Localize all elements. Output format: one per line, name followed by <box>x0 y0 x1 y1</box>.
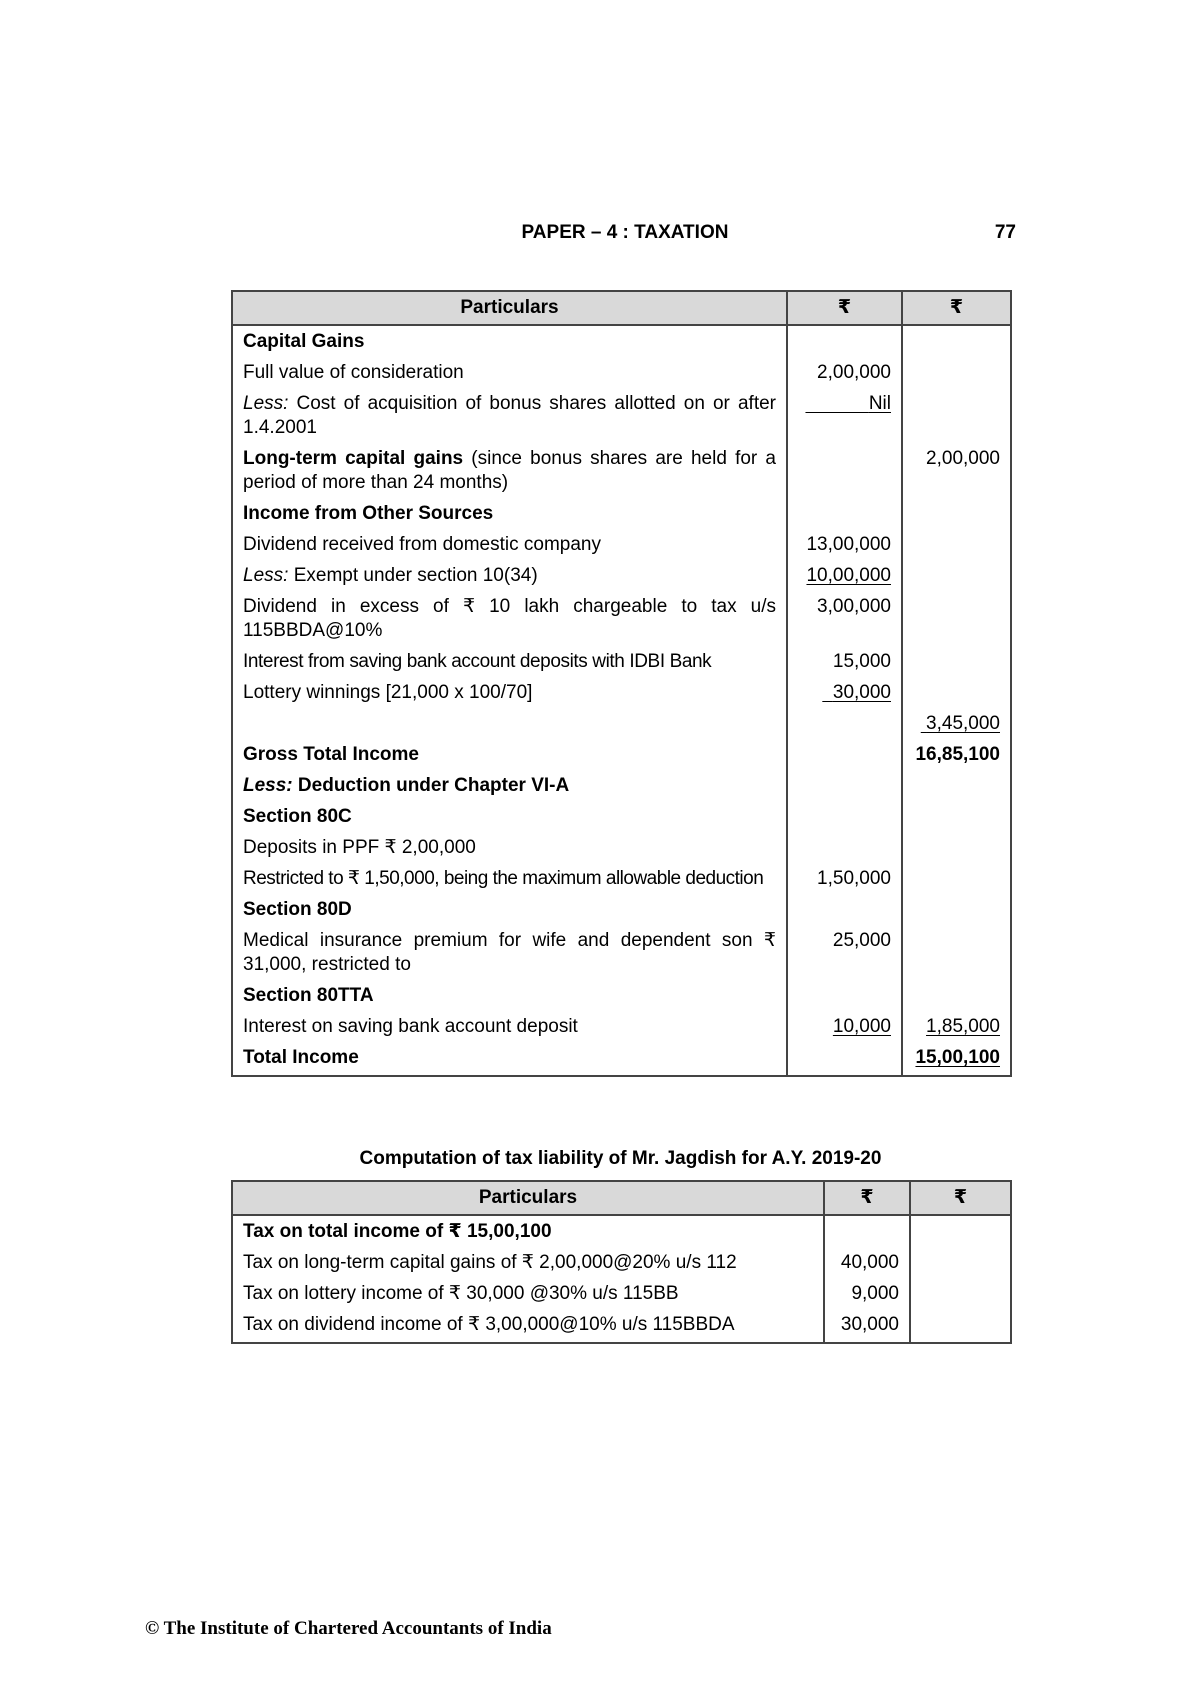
table-header-row <box>232 291 1011 325</box>
table-row <box>232 325 1011 357</box>
table-row <box>232 980 1011 1011</box>
dividend-amount: 13,00,000 <box>787 529 902 560</box>
tax-row-label: Tax on long-term capital gains of ₹ 2,00,000@20% u/s 112 <box>232 1247 824 1278</box>
computation-table <box>231 290 1012 1077</box>
dividend-excess-amount: 3,00,000 <box>787 591 902 646</box>
cost-acquisition-cell <box>232 388 787 443</box>
dividend-excess-label: Dividend in excess of ₹ 10 lakh chargeable to tax u/s 115BBDA@10% <box>232 591 787 646</box>
table-row <box>232 529 1011 560</box>
total-income-amount: 15,00,100 <box>915 1047 1000 1068</box>
page-header <box>230 222 1020 248</box>
table-row <box>232 894 1011 925</box>
less-label: Less: <box>243 393 289 414</box>
restricted-amount: 1,50,000 <box>787 863 902 894</box>
table-row <box>232 1042 1011 1076</box>
table-row <box>232 1309 1011 1343</box>
ltcg-description: (since bonus shares are held for a period of more than 24 months) <box>243 448 776 493</box>
table-row <box>232 388 1011 443</box>
table-row <box>232 560 1011 591</box>
table-header-row <box>232 1181 1011 1215</box>
col-particulars: Particulars <box>232 291 787 325</box>
gti-amount: 16,85,100 <box>902 739 1011 770</box>
ppf-label: Deposits in PPF ₹ 2,00,000 <box>232 832 787 863</box>
col-amount-1: ₹ <box>787 291 902 325</box>
lottery-label: Lottery winnings [21,000 x 100/70] <box>232 677 787 708</box>
deduction-heading <box>232 770 787 801</box>
tta-label: Interest on saving bank account deposit <box>232 1011 787 1042</box>
table-row <box>232 646 1011 677</box>
total-income-label: Total Income <box>232 1042 787 1076</box>
ltcg-label: Long-term capital gains <box>243 448 464 469</box>
restricted-label: Restricted to ₹ 1,50,000, being the maximum allowable deduction <box>232 863 787 894</box>
table-row <box>232 863 1011 894</box>
medical-amount: 25,000 <box>787 925 902 980</box>
deduction-heading-label: Deduction under Chapter VI-A <box>292 775 570 796</box>
page-number: 77 <box>994 222 1016 243</box>
ltcg-cell <box>232 443 787 498</box>
cost-acquisition-amount: Nil <box>868 393 891 414</box>
table-row <box>232 1215 1011 1247</box>
ios-heading: Income from Other Sources <box>232 498 787 529</box>
full-value-amount: 2,00,000 <box>787 357 902 388</box>
table-row <box>232 739 1011 770</box>
section-80tta-heading: Section 80TTA <box>232 980 787 1011</box>
section-80c-heading: Section 80C <box>232 801 787 832</box>
exempt-amount: 10,00,000 <box>806 565 891 586</box>
table-row <box>232 357 1011 388</box>
tax-row-amount: 40,000 <box>824 1247 910 1278</box>
col-particulars: Particulars <box>232 1181 824 1215</box>
table-row <box>232 925 1011 980</box>
table-row <box>232 832 1011 863</box>
exempt-cell <box>232 560 787 591</box>
interest-amount: 15,000 <box>787 646 902 677</box>
section-80d-heading: Section 80D <box>232 894 787 925</box>
table-row <box>232 1011 1011 1042</box>
tax-row-label: Tax on dividend income of ₹ 3,00,000@10% u/s 115BBDA <box>232 1309 824 1343</box>
deduction-total: 1,85,000 <box>926 1016 1000 1037</box>
less-label: Less: <box>243 565 289 586</box>
tta-amount: 10,000 <box>832 1016 891 1037</box>
gti-label: Gross Total Income <box>232 739 787 770</box>
table-row <box>232 498 1011 529</box>
capital-gains-heading: Capital Gains <box>232 325 787 357</box>
medical-label: Medical insurance premium for wife and dependent son ₹ 31,000, restricted to <box>232 925 787 980</box>
tax-row-label: Tax on lottery income of ₹ 30,000 @30% u/s 115BB <box>232 1278 824 1309</box>
col-amount-1: ₹ <box>824 1181 910 1215</box>
table-row <box>232 1247 1011 1278</box>
table-row <box>232 443 1011 498</box>
tax-heading: Tax on total income of ₹ 15,00,100 <box>232 1215 824 1247</box>
less-label: Less: <box>243 775 293 796</box>
table-row <box>232 677 1011 708</box>
col-amount-2: ₹ <box>910 1181 1011 1215</box>
exempt-label: Exempt under section 10(34) <box>288 565 538 586</box>
table-row <box>232 1278 1011 1309</box>
ios-total: 3,45,000 <box>926 713 1000 734</box>
section-subtitle: Computation of tax liability of Mr. Jagdish for A.Y. 2019-20 <box>359 1148 882 1169</box>
dividend-label: Dividend received from domestic company <box>232 529 787 560</box>
table-row <box>232 801 1011 832</box>
col-amount-2: ₹ <box>902 291 1011 325</box>
table-row <box>232 770 1011 801</box>
tax-row-amount: 9,000 <box>824 1278 910 1309</box>
tax-liability-table <box>231 1180 1012 1344</box>
lottery-amount: 30,000 <box>832 682 891 703</box>
interest-label: Interest from saving bank account deposits with IDBI Bank <box>232 646 787 677</box>
ltcg-amount: 2,00,000 <box>902 443 1011 498</box>
cost-acquisition-label: Cost of acquisition of bonus shares allotted on or after 1.4.2001 <box>243 393 776 438</box>
tax-row-amount: 30,000 <box>824 1309 910 1343</box>
copyright-footer: © The Institute of Chartered Accountants of India <box>145 1618 552 1639</box>
table-row <box>232 591 1011 646</box>
full-value-label: Full value of consideration <box>232 357 787 388</box>
page-title: PAPER – 4 : TAXATION <box>521 222 729 243</box>
table-row <box>232 708 1011 739</box>
